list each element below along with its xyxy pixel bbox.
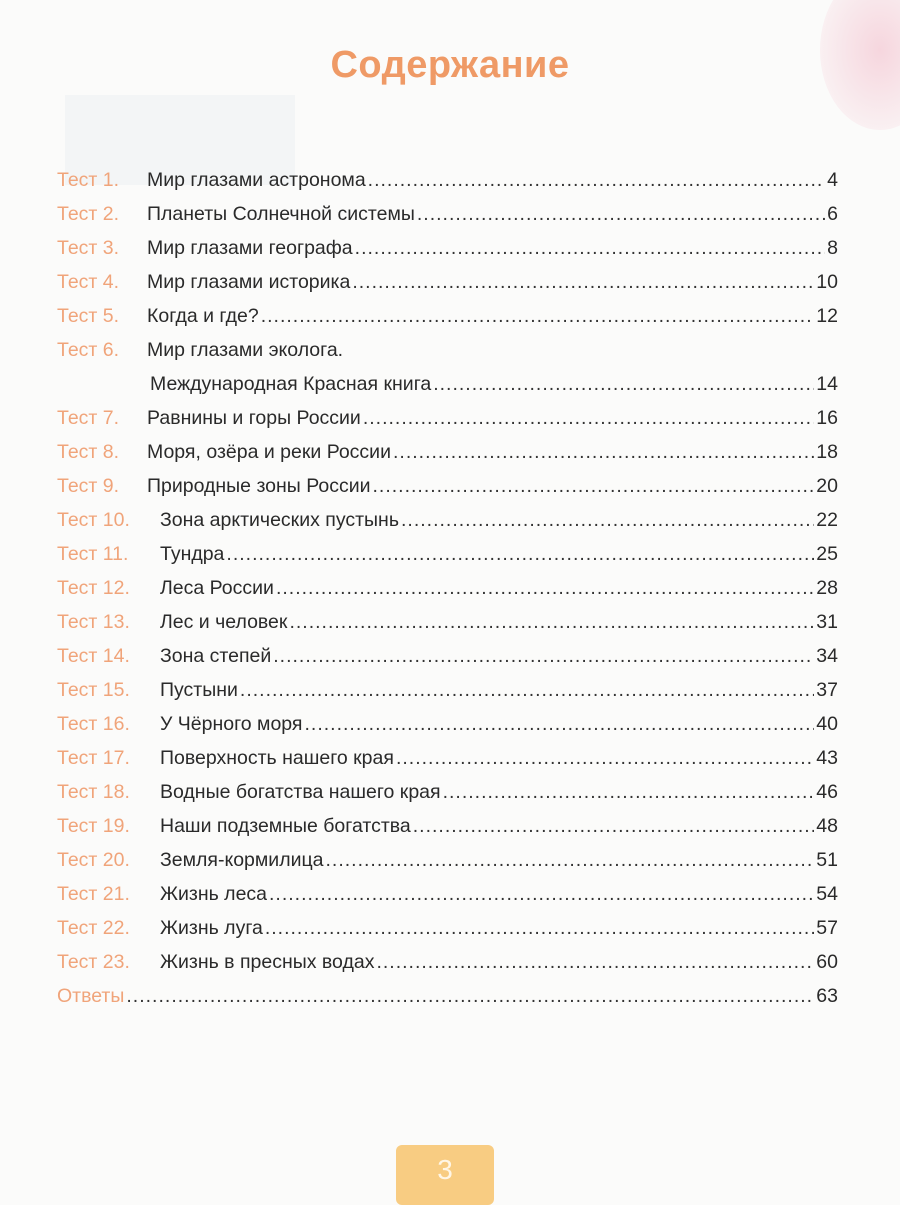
entry-title: Зона степей	[160, 645, 272, 667]
toc-entry[interactable]	[57, 843, 838, 877]
test-number: Тест 1.	[57, 169, 120, 191]
toc-entry[interactable]	[57, 741, 838, 775]
dot-leader	[396, 741, 814, 775]
test-number: Тест 14.	[57, 645, 130, 667]
entry-page: 57	[816, 917, 838, 939]
toc-entry-answers[interactable]	[57, 979, 838, 1013]
test-number: Тест 23.	[57, 951, 130, 973]
entry-title: У Чёрного моря	[160, 713, 303, 735]
test-number: Тест 8.	[57, 441, 120, 463]
entry-page: 6	[827, 203, 838, 225]
entry-title: Жизнь в пресных водах	[160, 951, 375, 973]
entry-title: Планеты Солнечной системы	[147, 203, 415, 225]
test-number: Тест 3.	[57, 237, 120, 259]
dot-leader	[401, 503, 814, 537]
entry-page: 37	[816, 679, 838, 701]
test-number: Тест 15.	[57, 679, 130, 701]
toc-entry-continuation	[57, 367, 838, 401]
toc-entry[interactable]	[57, 945, 838, 979]
entry-title: Мир глазами географа	[147, 237, 353, 259]
toc-entry[interactable]	[57, 775, 838, 809]
entry-page: 25	[816, 543, 838, 565]
dot-leader	[376, 945, 814, 979]
dot-leader	[363, 401, 814, 435]
test-number: Тест 21.	[57, 883, 130, 905]
entry-title: Жизнь луга	[160, 917, 263, 939]
toc-entry[interactable]	[57, 197, 838, 231]
entry-title: Природные зоны России	[147, 475, 371, 497]
dot-leader	[443, 775, 815, 809]
test-number: Тест 5.	[57, 305, 120, 327]
table-of-contents	[57, 163, 838, 1013]
toc-entry[interactable]	[57, 265, 838, 299]
dot-leader	[276, 571, 814, 605]
entry-title: Лес и человек	[160, 611, 288, 633]
entry-page: 31	[816, 611, 838, 633]
dot-leader	[355, 231, 825, 265]
dot-leader	[269, 877, 814, 911]
dot-leader	[126, 979, 814, 1013]
dot-leader	[373, 469, 815, 503]
test-number: Тест 7.	[57, 407, 120, 429]
entry-title: Моря, озёра и реки России	[147, 441, 391, 463]
toc-entry[interactable]	[57, 571, 838, 605]
entry-title: Леса России	[160, 577, 274, 599]
test-number: Тест 22.	[57, 917, 130, 939]
toc-entry[interactable]	[57, 605, 838, 639]
entry-title: Тундра	[160, 543, 225, 565]
toc-entry[interactable]	[57, 537, 838, 571]
test-number: Тест 4.	[57, 271, 120, 293]
answers-page: 63	[816, 985, 838, 1007]
toc-entry[interactable]	[57, 231, 838, 265]
dot-leader	[368, 163, 825, 197]
entry-title-line2: Международная Красная книга	[150, 373, 432, 395]
test-number: Тест 2.	[57, 203, 120, 225]
entry-title: Равнины и горы России	[147, 407, 361, 429]
entry-page: 4	[827, 169, 838, 191]
toc-entry[interactable]	[57, 469, 838, 503]
dot-leader	[261, 299, 815, 333]
test-number: Тест 17.	[57, 747, 130, 769]
toc-entry[interactable]	[57, 333, 838, 367]
page-title: Содержание	[330, 44, 570, 86]
dot-leader	[352, 265, 814, 299]
toc-entry[interactable]	[57, 707, 838, 741]
dot-leader	[433, 367, 814, 401]
entry-page: 10	[816, 271, 838, 293]
toc-entry[interactable]	[57, 435, 838, 469]
entry-page: 28	[816, 577, 838, 599]
dot-leader	[393, 435, 814, 469]
toc-entry[interactable]	[57, 503, 838, 537]
test-number: Тест 11.	[57, 543, 129, 565]
dot-leader	[325, 843, 814, 877]
entry-title: Мир глазами астронома	[147, 169, 366, 191]
test-number: Тест 19.	[57, 815, 130, 837]
toc-entry[interactable]	[57, 911, 838, 945]
entry-page: 34	[816, 645, 838, 667]
entry-title: Пустыни	[160, 679, 238, 701]
dot-leader	[413, 809, 815, 843]
dot-leader	[273, 639, 814, 673]
entry-page: 16	[816, 407, 838, 429]
entry-title: Наши подземные богатства	[160, 815, 411, 837]
test-number: Тест 16.	[57, 713, 130, 735]
entry-title: Зона арктических пустынь	[160, 509, 399, 531]
test-number: Тест 20.	[57, 849, 130, 871]
test-number: Тест 18.	[57, 781, 130, 803]
entry-page: 8	[827, 237, 838, 259]
entry-page: 18	[816, 441, 838, 463]
test-number: Тест 9.	[57, 475, 120, 497]
dot-leader	[289, 605, 814, 639]
entry-page: 54	[816, 883, 838, 905]
toc-entry[interactable]	[57, 877, 838, 911]
answers-label: Ответы	[57, 985, 125, 1007]
toc-entry[interactable]	[57, 673, 838, 707]
dot-leader	[417, 197, 825, 231]
toc-entry[interactable]	[57, 639, 838, 673]
entry-page: 22	[816, 509, 838, 531]
entry-page: 48	[816, 815, 838, 837]
entry-page: 43	[816, 747, 838, 769]
entry-page: 51	[816, 849, 838, 871]
entry-title: Жизнь леса	[160, 883, 268, 905]
entry-title: Мир глазами эколога.	[147, 339, 344, 361]
toc-entry[interactable]	[57, 163, 838, 197]
entry-page: 60	[816, 951, 838, 973]
test-number: Тест 6.	[57, 339, 120, 361]
entry-page: 40	[816, 713, 838, 735]
toc-entry[interactable]	[57, 299, 838, 333]
dot-leader	[305, 707, 815, 741]
entry-page: 46	[816, 781, 838, 803]
entry-page: 12	[816, 305, 838, 327]
entry-title: Земля-кормилица	[160, 849, 324, 871]
dot-leader	[226, 537, 814, 571]
test-number: Тест 13.	[57, 611, 130, 633]
entry-page: 20	[816, 475, 838, 497]
entry-title: Мир глазами историка	[147, 271, 351, 293]
toc-entry[interactable]	[57, 809, 838, 843]
entry-title: Поверхность нашего края	[160, 747, 394, 769]
page-number: 3	[396, 1145, 494, 1205]
toc-entry[interactable]	[57, 401, 838, 435]
dot-leader	[265, 911, 814, 945]
dot-leader	[240, 673, 814, 707]
entry-page: 14	[816, 373, 838, 395]
test-number: Тест 10.	[57, 509, 130, 531]
entry-title: Водные богатства нашего края	[160, 781, 441, 803]
entry-title: Когда и где?	[147, 305, 259, 327]
test-number: Тест 12.	[57, 577, 130, 599]
